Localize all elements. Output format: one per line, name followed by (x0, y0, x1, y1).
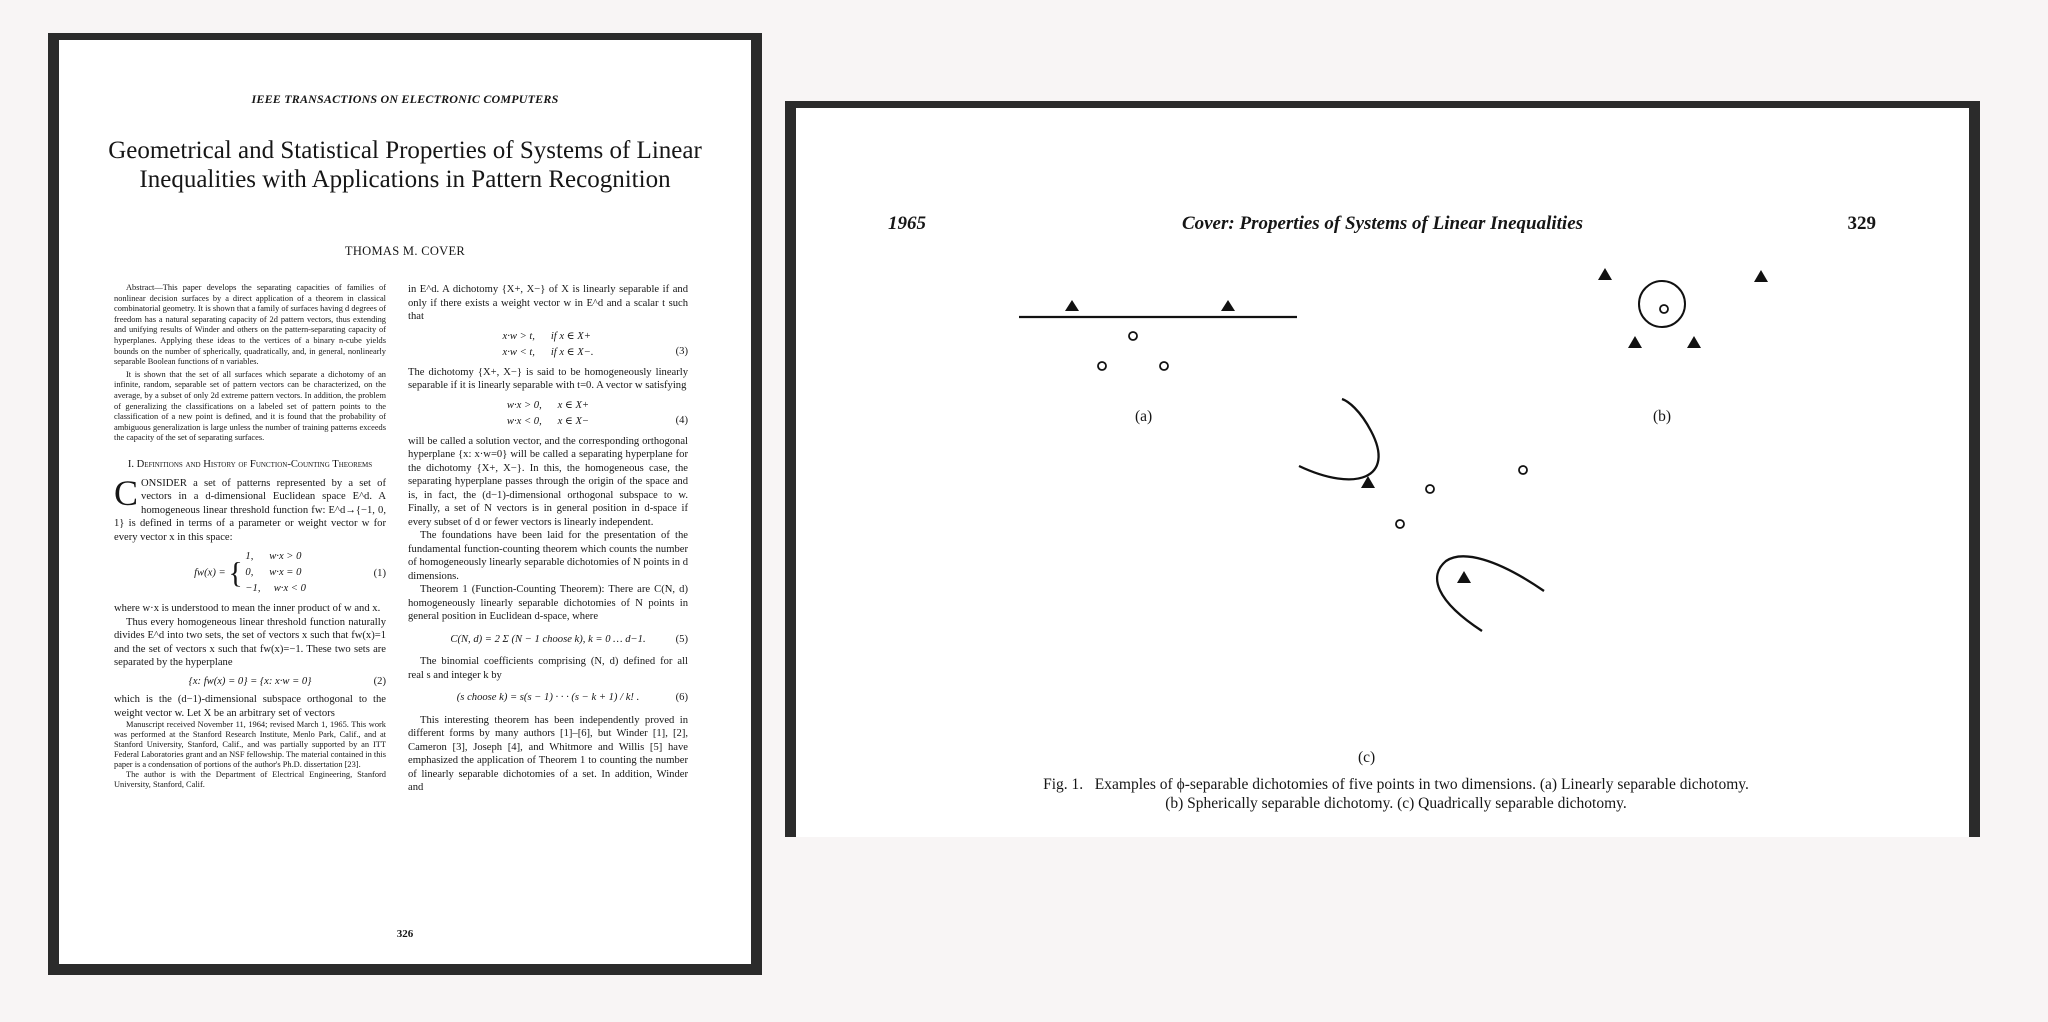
journal-name: IEEE TRANSACTIONS ON ELECTRONIC COMPUTERS (251, 92, 559, 106)
triangle-point (1598, 268, 1612, 280)
hyperbola-branch (1299, 399, 1379, 479)
panel-label-a: (a) (1135, 408, 1153, 425)
circle-point (1396, 520, 1404, 528)
panel-b (1598, 268, 1768, 348)
equation-2 (114, 675, 386, 689)
figure-caption (896, 775, 1896, 813)
paper-title: Geometrical and Statistical Properties of Systems of Linear Inequalities with Applications in Pattern Recognition (108, 137, 702, 193)
equation-line: w·x < 0, x ∈ X− (506, 415, 590, 427)
equation-5 (408, 633, 688, 647)
abstract-paragraph: It is shown that the set of all surfaces which separate a dichotomy of an infinite, random, separable set of pattern vectors can be characterized, on the average, by a subset of only 2d extreme pattern vectors. In addition, the problem of generalizing the classifications on a labeled set of pattern points to the classification of a new point is defined, and it is found that the probability of ambiguous generalization is large unless the number of training patterns exceeds the capacity of the set of separating surfaces. (114, 369, 386, 443)
equation-number: (1) (373, 568, 386, 580)
body-paragraph: which is the (d−1)-dimensional subspace orthogonal to the weight vector w. Let X be an arbitrary set of vectors (114, 694, 386, 719)
body-paragraph: The dichotomy {X+, X−} is said to be homogeneously linearly separable if it is linearly separable with t=0. A vector w satisfying (408, 366, 688, 391)
separating-circle (1639, 281, 1685, 327)
right-column (408, 283, 688, 795)
running-head-page-number: 329 (1847, 213, 1876, 234)
drop-cap: C (114, 472, 139, 513)
triangle-point (1457, 571, 1471, 583)
body-paragraph: The binomial coefficients comprising (N, d) defined for all real s and integer k by (408, 656, 688, 681)
triangle-point (1754, 270, 1768, 282)
body-paragraph (114, 472, 386, 545)
footnote: The author is with the Department of Electrical Engineering, Stanford University, Stanford, Calif. (114, 770, 386, 790)
equation-line: w·x > 0, x ∈ X+ (506, 399, 590, 411)
circle-point (1519, 466, 1527, 474)
body-paragraph: The foundations have been laid for the presentation of the fundamental function-counting theorem which counts the number of homogeneously linearly separable dichotomies of N points in d dimensions. (408, 530, 688, 582)
triangle-point (1065, 300, 1079, 311)
equation-6 (408, 691, 688, 705)
circle-point (1660, 305, 1668, 313)
panel-label-c: (c) (1358, 749, 1376, 766)
equation-body: {x: fw(x) = 0} = {x: x·w = 0} (188, 675, 312, 687)
circle-point (1426, 485, 1434, 493)
equation-number: (6) (675, 692, 688, 703)
body-text: ONSIDER a set of patterns represented by a set of vectors in a d-dimensional Euclidean space E^d. A homogeneous linear threshold function fw: E^d→{−1, 0, 1} is defined in terms of a parameter or weight vector w for every vector x in this space: (114, 477, 386, 543)
right-page (785, 101, 1980, 837)
equation-body: C(N, d) = 2 Σ (N − 1 choose k), k = 0 … d−1. (450, 633, 646, 645)
running-head-year: 1965 (888, 213, 926, 234)
footnote: Manuscript received November 11, 1964; revised March 1, 1965. This work was performed at the Stanford Research Institute, Menlo Park, Calif., and at Stanford University, Stanford, Calif., and was partially supported by an ITT Federal Laboratories grant and an NSF fellowship. The material contained in this paper is a condensation of portions of the author's Ph.D. dissertation [23]. (114, 720, 386, 769)
panel-c (1299, 399, 1553, 636)
body-paragraph: will be called a solution vector, and the corresponding orthogonal hyperplane {x: x·w=0} will be called a separating hyperplane for the dichotomy {X+, X−}. In this, the homogeneous case, the separating hyperplane passes through the origin of the space and is, in fact, the (d−1)-dimensional orthogonal subspace to w. Finally, a set of N vectors is in general position in d-space if every subset of d or fewer vectors is linearly independent. (408, 435, 688, 528)
triangle-point (1628, 336, 1642, 348)
equation-line: x·w > t, if x ∈ X+ (502, 330, 591, 342)
equation-body: (s choose k) = s(s − 1) · · · (s − k + 1) / k! . (456, 692, 640, 703)
equation-number: (4) (675, 414, 688, 426)
equation-number: (2) (373, 675, 386, 687)
equation-case: 0, w·x = 0 (245, 567, 302, 579)
equation-number: (3) (675, 345, 688, 357)
triangle-point (1687, 336, 1701, 348)
equation-line: x·w < t, if x ∈ X−. (502, 346, 594, 358)
equation-number: (5) (675, 633, 688, 645)
body-paragraph: This interesting theorem has been independently proved in different forms by many authors [1]–[6], but Winder [1], [2], Cameron [3], Joseph [4], and Whitmore and Willis [5] have emphasized the application of Theorem 1 to counting the number of linearly separable dichotomies of a set. In addition, Winder and (408, 714, 688, 793)
figure-1-drawing (796, 108, 1969, 837)
equation-case: −1, w·x < 0 (245, 583, 306, 595)
equation-4 (408, 398, 688, 430)
panel-label-b: (b) (1653, 408, 1672, 425)
body-paragraph: Theorem 1 (Function-Counting Theorem): There are C(N, d) homogeneously linearly separable dichotomies of N points in general position in Euclidean d-space, where (408, 584, 688, 622)
running-head-title: Cover: Properties of Systems of Linear Inequalities (1181, 213, 1584, 234)
hyperbola-branch (1437, 556, 1544, 631)
caption-line: (b) Spherically separable dichotomy. (c) Quadrically separable dichotomy. (1165, 795, 1627, 812)
body-paragraph: where w·x is understood to mean the inner product of w and x. (114, 603, 381, 615)
body-paragraph: in E^d. A dichotomy {X+, X−} of X is linearly separable if and only if there exists a weight vector w in E^d and a scalar t such that (408, 284, 688, 322)
section-heading: I. Definitions and History of Function-Counting Theorems (127, 458, 373, 470)
panel-a (1019, 300, 1297, 370)
body-paragraph: Thus every homogeneous linear threshold function naturally divides E^d into two sets, the set of vectors x such that fw(x)=1 and the set of vectors x such that fw(x)=−1. These two sets are separated by the hyperplane (114, 616, 386, 669)
left-column (114, 283, 386, 790)
circle-point (1160, 362, 1168, 370)
equation-lhs: fw(x) = (194, 567, 226, 579)
left-page (48, 33, 762, 975)
author-name: THOMAS M. COVER (344, 244, 466, 258)
page-number: 326 (396, 928, 414, 940)
circle-point (1098, 362, 1106, 370)
equation-1: fw(x) = { 1, w·x > 0 0, w·x = 0 −1, w·x < 0 (1) (114, 549, 386, 597)
equation-case: 1, w·x > 0 (245, 551, 302, 563)
triangle-point (1221, 300, 1235, 311)
caption-line: Fig. 1. Examples of ϕ-separable dichotomies of five points in two dimensions. (a) Linearly separable dichotomy. (1043, 776, 1749, 793)
abstract-paragraph: Abstract—This paper develops the separating capacities of families of nonlinear decision surfaces by a direct application of a theorem in classical combinatorial geometry. It is shown that a family of surfaces having d degrees of freedom has a natural separating capacity of 2d pattern vectors, thus extending and unifying results of Winder and others on the pattern-separating capacity of hyperplanes. Applying these ideas to the vertices of a binary n-cube yields bounds on the number of spherically, quadratically, and, in general, nonlinearly separable Boolean functions of n variables. (114, 283, 386, 367)
circle-point (1129, 332, 1137, 340)
equation-3 (408, 329, 688, 361)
